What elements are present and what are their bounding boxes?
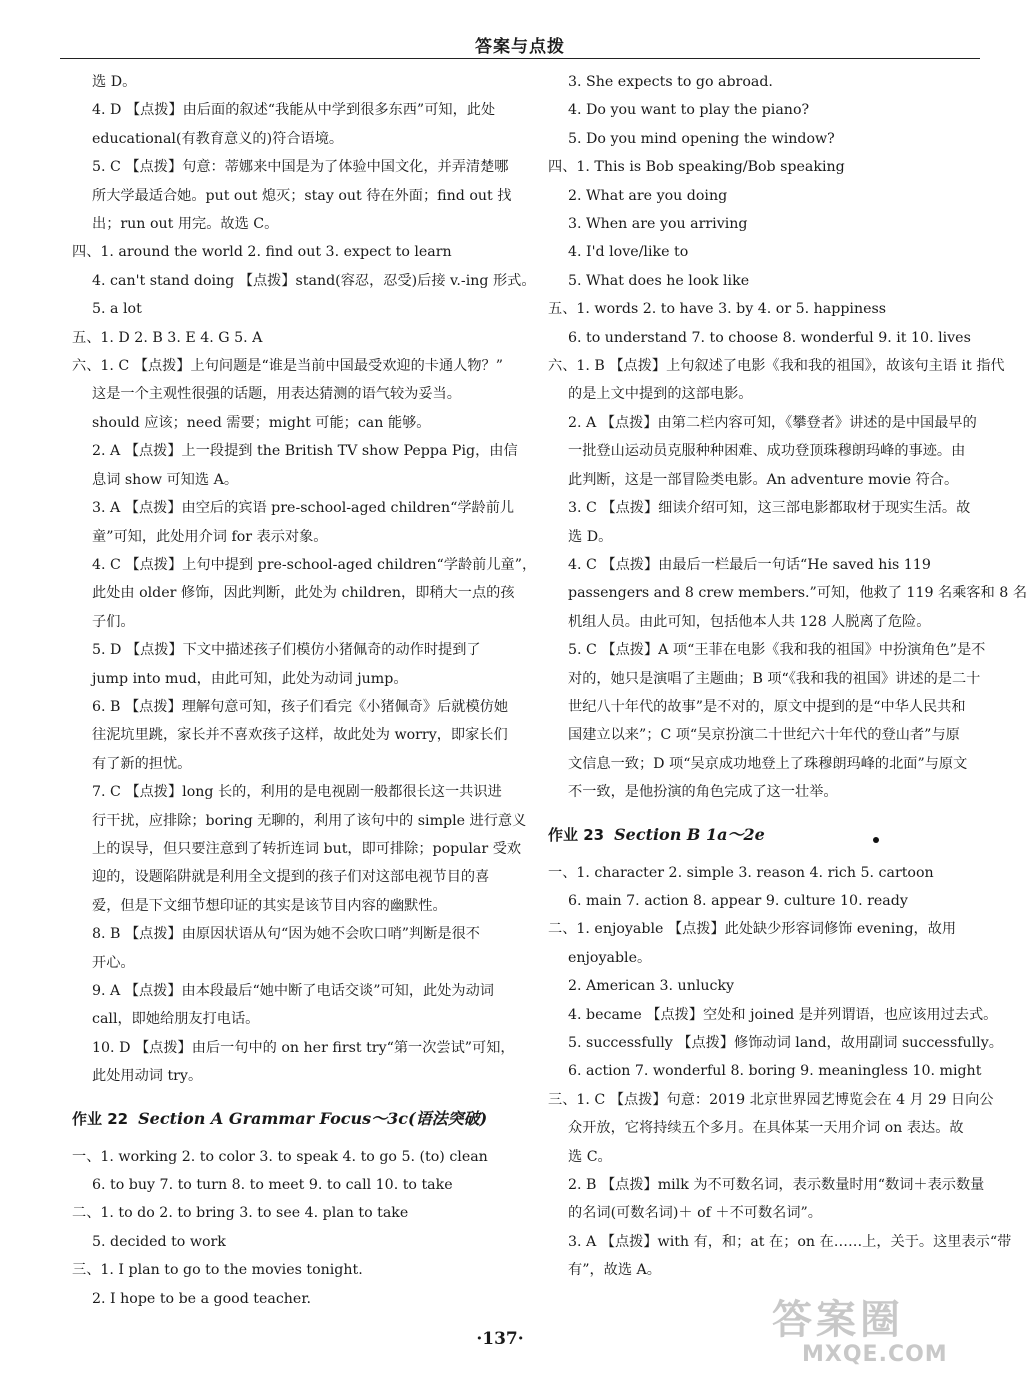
answer-line: 5. successfully 【点拨】修饰动词 land，故用副词 successfully。 <box>568 1035 1003 1051</box>
answer-line: educational(有教育意义的)符合语境。 <box>92 130 344 147</box>
answer-line: 世纪八十年代的故事”是不对的，原文中提到的是“中华人民共和 <box>568 698 966 715</box>
section-22-title: Section A Grammar Focus～3c(语法突破) <box>138 1108 488 1128</box>
answer-line: 四、1. around the world 2. find out 3. expect to learn <box>72 244 452 261</box>
left-column <box>72 68 537 1313</box>
answer-line: 2. What are you doing <box>568 187 728 204</box>
answer-line: passengers and 8 crew members.”可知，他救了 119 名乘客和 8 名 <box>568 585 1027 602</box>
answer-line: 4. Do you want to play the piano? <box>568 102 810 119</box>
answer-line: 10. D 【点拨】由后一句中的 on her first try“第一次尝试”可知， <box>92 1039 515 1056</box>
answer-line: 此判断，这是一部冒险类电影。An adventure movie 符合。 <box>568 471 959 488</box>
section-22-heading <box>72 1105 492 1133</box>
answer-line: 一批登山运动员克服种种困难、成功登顶珠穆朗玛峰的事迹。由 <box>568 443 966 460</box>
answer-line: 息词 show 可知选 A。 <box>92 471 239 488</box>
answer-line: 往泥坑里跳，家长并不喜欢孩子这样，故此处为 worry，即家长们 <box>92 727 508 744</box>
answer-line: 选 D。 <box>568 528 613 545</box>
answer-line: 六、1. C 【点拨】上句问题是“谁是当前中国最受欢迎的卡通人物？” <box>72 358 503 375</box>
answer-line: 二、1. to do 2. to bring 3. to see 4. plan to take <box>72 1205 409 1222</box>
answer-line: 不一致，是他扮演的角色完成了这一壮举。 <box>568 784 838 801</box>
answer-line: 2. A 【点拨】由第二栏内容可知，《攀登者》讲述的是中国最早的 <box>568 414 977 431</box>
section-22-answers <box>72 1143 492 1313</box>
answer-line: 有了新的担忧。 <box>92 755 192 772</box>
answer-line: 6. to buy 7. to turn 8. to meet 9. to call 10. to take <box>92 1177 453 1194</box>
answer-line: 迎的，设题陷阱就是利用全文提到的孩子们对这部电视节目的喜 <box>92 869 490 886</box>
answer-line: 对的，她只是演唱了主题曲；B 项“《我和我的祖国》讲述的是二十 <box>568 670 981 687</box>
header-title: 答案与点拨 <box>475 37 565 57</box>
answer-line: 3. She expects to go abroad. <box>568 74 773 90</box>
answer-line: 子们。 <box>92 613 135 630</box>
answer-line: 5. a lot <box>92 301 142 318</box>
answer-line: 二、1. enjoyable 【点拨】此处缺少形容词修饰 evening，故用 <box>548 921 957 938</box>
answer-line: 3. A 【点拨】with 有，和；at 在；on 在……上，关于。这里表示“带 <box>568 1233 1012 1250</box>
answer-line: 3. C 【点拨】细读介绍可知，这三部电影都取材于现实生活。故 <box>568 500 971 517</box>
answer-line: 3. When are you arriving <box>568 216 748 233</box>
page-header <box>60 30 980 59</box>
answer-line: 6. to understand 7. to choose 8. wonderful 9. it 10. lives <box>568 329 971 346</box>
answer-line: 5. D 【点拨】下文中描述孩子们模仿小猪佩奇的动作时提到了 <box>92 642 481 659</box>
answer-line: 出；run out 用完。故选 C。 <box>92 216 279 233</box>
section-23-title: Section B 1a～2e <box>614 824 765 844</box>
section-23-key: 作业 23 <box>548 825 605 844</box>
answer-line: 5. What does he look like <box>568 272 750 289</box>
answer-line: 爱，但是下文细节想印证的其实是该节目内容的幽默性。 <box>92 897 447 914</box>
answer-line: enjoyable。 <box>568 949 652 966</box>
answer-line: 六、1. B 【点拨】上句叙述了电影《我和我的祖国》，故该句主语 it 指代 <box>548 358 1005 375</box>
answer-line: 6. action 7. wonderful 8. boring 9. meaningless 10. might <box>568 1063 982 1080</box>
answer-line: 4. can't stand doing 【点拨】stand(容忍，忍受)后接 v.-ing 形式。 <box>92 272 536 289</box>
answer-line: 的是上文中提到的这部电影。 <box>568 386 753 403</box>
watermark-logo <box>772 1298 988 1374</box>
answer-line: 三、1. C 【点拨】句意：2019 北京世界园艺博览会在 4 月 29 日向公 <box>548 1091 994 1108</box>
answer-line: 选 D。 <box>92 74 137 90</box>
answer-line: 5. Do you mind opening the window? <box>568 130 835 147</box>
page-number: ·137· <box>476 1329 524 1349</box>
answer-line: 5. C 【点拨】A 项“王菲在电影《我和我的祖国》中扮演角色”是不 <box>568 642 986 659</box>
answer-line: 5. C 【点拨】句意：蒂娜来中国是为了体验中国文化，并弄清楚哪 <box>92 159 509 176</box>
answer-line: 4. I'd love/like to <box>568 244 689 261</box>
answer-line: 3. A 【点拨】由空后的宾语 pre-school-aged children“学龄前儿 <box>92 500 515 517</box>
answer-line: 此处由 older 修饰，因此判断，此处为 children，即稍大一点的孩 <box>92 585 515 602</box>
answer-line: 三、1. I plan to go to the movies tonight. <box>72 1262 363 1279</box>
answer-line: 上的误导，但只要注意到了转折连词 but，即可排除；popular 受欢 <box>92 840 522 857</box>
section-23-answers <box>548 859 1012 1285</box>
section-22-key: 作业 22 <box>72 1109 129 1128</box>
answer-line: 5. decided to work <box>92 1233 226 1250</box>
answer-line: 这是一个主观性很强的话题，用表达猜测的语气较为妥当。 <box>92 386 461 403</box>
answer-line: jump into mud，由此可知，此处为动词 jump。 <box>92 670 408 687</box>
answer-line: 众开放，它将持续五个多月。在具体某一天用介词 on 表达。故 <box>568 1120 964 1137</box>
answer-line: 4. C 【点拨】由最后一栏最后一句话“He saved his 119 <box>568 556 931 573</box>
answer-line: 2. A 【点拨】上一段提到 the British TV show Peppa Pig，由信 <box>92 443 518 460</box>
answer-line: 8. B 【点拨】由原因状语从句“因为她不会吹口哨”判断是很不 <box>92 926 480 943</box>
answer-line: should 应该；need 需要；might 可能；can 能够。 <box>92 414 431 431</box>
right-answer-block <box>548 68 1027 807</box>
answer-line: 6. main 7. action 8. appear 9. culture 10. ready <box>568 892 908 909</box>
answer-line: 的名词(可数名词)＋ of ＋不可数名词”。 <box>568 1205 822 1222</box>
answer-line: 国建立以来”；C 项“吴京扮演二十世纪六十年代的登山者”与原 <box>568 727 960 744</box>
answer-line: 4. became 【点拨】空处和 joined 是并列谓语，也应该用过去式。 <box>568 1006 998 1023</box>
watermark-top-text: 答案圈 <box>772 1297 904 1343</box>
answer-line: 2. American 3. unlucky <box>568 978 735 995</box>
answer-line: 有”，故选 A。 <box>568 1262 661 1279</box>
answer-line: call，即她给朋友打电话。 <box>92 1011 260 1028</box>
answer-line: 4. C 【点拨】上句中提到 pre-school-aged children“学龄前儿童”， <box>92 556 537 573</box>
answer-line: 文信息一致；D 项“吴京成功地登上了珠穆朗玛峰的北面”与原文 <box>568 755 968 772</box>
answer-line: 4. D 【点拨】由后面的叙述“我能从中学到很多东西”可知，此处 <box>92 102 496 119</box>
answer-line: 2. B 【点拨】milk 为不可数名词，表示数量时用“数词＋表示数量 <box>568 1177 985 1194</box>
answer-line: 五、1. words 2. to have 3. by 4. or 5. happiness <box>548 301 887 318</box>
answer-line: 一、1. working 2. to color 3. to speak 4. to go 5. (to) clean <box>72 1148 488 1165</box>
answer-line: 2. I hope to be a good teacher. <box>92 1290 312 1307</box>
section-23-heading <box>548 821 980 849</box>
answer-line: 四、1. This is Bob speaking/Bob speaking <box>548 159 845 176</box>
answer-line: 选 C。 <box>568 1148 612 1165</box>
answer-line: 童”可知，此处用介词 for 表示对象。 <box>92 528 328 545</box>
answer-line: 机组人员。由此可知，包括他本人共 128 人脱离了危险。 <box>568 613 931 630</box>
answer-line: 行干扰，应排除；boring 无聊的，利用了该句中的 simple 进行意义 <box>92 812 527 829</box>
answer-line: 6. B 【点拨】理解句意可知，孩子们看完《小猪佩奇》后就模仿她 <box>92 698 509 715</box>
answer-line: 开心。 <box>92 954 135 971</box>
answer-line: 9. A 【点拨】由本段最后“她中断了电话交谈”可知，此处为动词 <box>92 983 494 999</box>
answer-line: 所大学最适合她。put out 熄灭；stay out 待在外面；find out 找 <box>92 187 512 204</box>
answer-line: 五、1. D 2. B 3. E 4. G 5. A <box>72 329 263 346</box>
left-answer-block <box>72 68 537 1091</box>
watermark-bottom-text: MXQE.COM <box>802 1342 948 1367</box>
answer-line: 7. C 【点拨】long 长的，利用的是电视剧一般都很长这一共识进 <box>92 784 502 801</box>
answer-line: 一、1. character 2. simple 3. reason 4. rich 5. cartoon <box>548 864 934 881</box>
answer-line: 此处用动词 try。 <box>92 1068 203 1085</box>
stray-dot <box>873 837 879 843</box>
right-column <box>548 68 1027 1285</box>
